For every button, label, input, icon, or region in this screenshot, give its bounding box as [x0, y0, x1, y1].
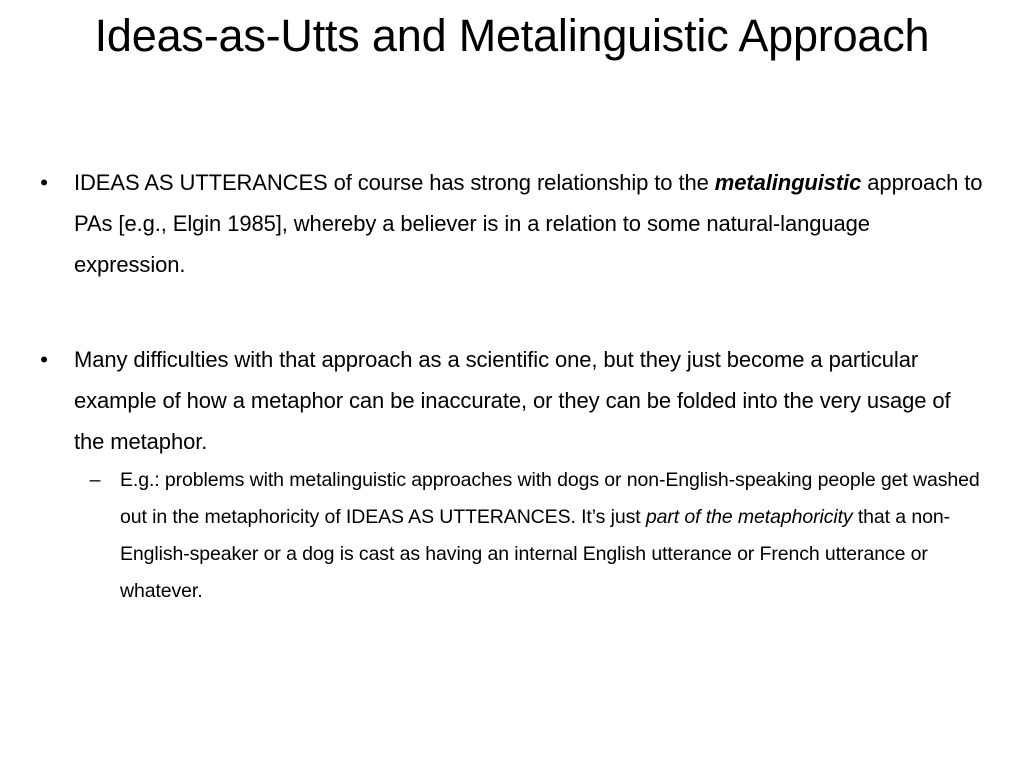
bullet-marker: •: [40, 347, 48, 372]
bullet-text-continued: approach to PAs [e.g., Elgin 1985], whereby a believer is in a relation to some natural-language expression.: [74, 170, 983, 277]
bullet-item: [34, 162, 984, 285]
emphasis-text: part of the metaphoricity: [645, 506, 853, 528]
sub-bullet-marker: –: [89, 469, 101, 491]
sub-bullet-text-continued: that a non-English-speaker or a dog is cast as having an internal English utterance or French utterance or whatever.: [120, 506, 950, 602]
sub-bullet-text: E.g.: problems with metalinguistic approaches with dogs or non-English-speaking people get washed out in the metaphoricity of IDEAS AS UTTERANCES. It’s just: [120, 469, 980, 528]
slide-body: [34, 162, 984, 610]
emphasis-text: metalinguistic: [714, 170, 862, 195]
bullet-item: [34, 339, 984, 462]
bullet-text: Many difficulties with that approach as a scientific one, but they just become a particular example of how a metaphor can be inaccurate, or they can be folded into the very usage of the metaphor.: [74, 347, 951, 454]
bullet-text: IDEAS AS UTTERANCES of course has strong relationship to the: [74, 170, 715, 195]
sub-bullet-item: [34, 462, 984, 610]
slide-title: Ideas-as-Utts and Metalinguistic Approach: [94, 10, 930, 61]
bullet-marker: •: [40, 170, 48, 195]
